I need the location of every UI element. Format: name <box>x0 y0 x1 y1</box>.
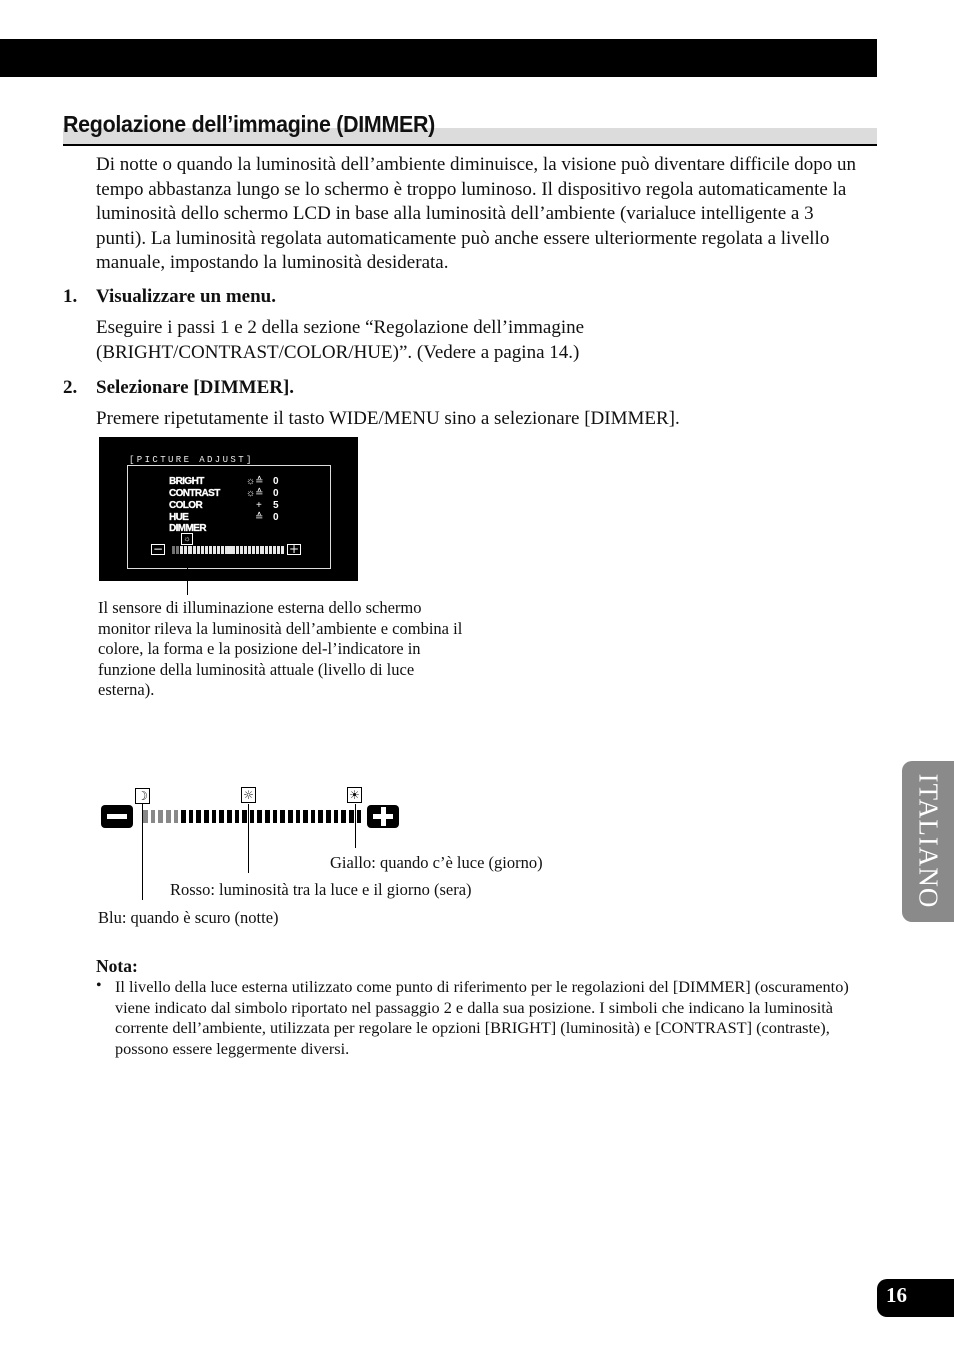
menu-item-dimmer: DIMMER <box>169 523 206 534</box>
note-text: Il livello della luce esterna utilizzato come punto di riferimento per le regolazioni del [DIMMER] (oscuramento) viene indicato dal simbolo riportato nel passaggio 2 e dalla sua posizione. I simboli che indicano la luminosità corrente dell’ambiente, utilizzata per regolare le opzioni [BRIGHT] (luminosità) e [CONTRAST] (contraste), possono essere leggermente diversi. <box>115 977 849 1058</box>
menu-value-color: + 5 <box>256 500 279 511</box>
sun-large-icon: ☀ <box>347 787 362 803</box>
note-title: Nota: <box>96 956 138 976</box>
page-number: 16 <box>886 1283 907 1307</box>
label-yellow: Giallo: quando c’è luce (giorno) <box>330 853 543 872</box>
menu-value-contrast: ☼≙ 0 <box>246 488 279 499</box>
step-2-heading <box>63 377 294 399</box>
label-blue: Blu: quando è scuro (notte) <box>98 908 279 927</box>
menu-value-hue: ≙ 0 <box>255 512 279 523</box>
moon-icon: ☽ <box>135 788 150 804</box>
plus-icon <box>367 805 399 828</box>
menu-item-hue: HUE <box>169 512 189 523</box>
section-title: Regolazione dell’immagine (DIMMER) <box>63 111 436 137</box>
red-pointer-line <box>248 804 249 873</box>
callout-line <box>187 545 188 595</box>
blue-pointer-line <box>142 804 143 900</box>
step-number: 1. <box>63 286 78 307</box>
minus-icon <box>101 805 133 828</box>
step-title: Selezionare [DIMMER]. <box>96 377 295 398</box>
sun-small-icon: ☼ <box>241 787 256 803</box>
language-label: ITALIANO <box>913 773 944 909</box>
menu-item-bright: BRIGHT <box>169 476 204 487</box>
sun-icon: ☼≙ <box>246 488 264 499</box>
dimmer-scale <box>143 810 361 823</box>
hue-icon: ≙ <box>255 512 264 523</box>
yellow-pointer-line <box>355 804 356 848</box>
menu-title: [PICTURE ADJUST] <box>129 455 254 465</box>
intro-paragraph: Di notte o quando la luminosità dell’ambiente diminuisce, la visione può diventare difficile dopo un tempo abbastanza lungo se lo schermo è troppo luminoso. Il dispositivo regola automaticamente la luminosità dello schermo LCD in base alla luminosità dell’ambiente (varialuce intelligente a 3 punti). La luminosità regolata automaticamente può anche essere ulteriormente regolata a livello manuale, impostando la luminosità desiderata. <box>96 154 857 273</box>
plus-icon: + <box>256 500 262 511</box>
menu-item-contrast: CONTRAST <box>169 488 220 499</box>
title-rule <box>63 144 877 146</box>
step-1-heading <box>63 286 276 308</box>
note-bullet: • <box>96 977 102 994</box>
menu-value-bright: ☼≙ 0 <box>246 476 279 487</box>
plus-icon: + <box>288 542 300 556</box>
step-2-body: Premere ripetutamente il tasto WIDE/MENU sino a selezionare [DIMMER]. <box>96 408 680 429</box>
sun-icon: ☼≙ <box>246 476 264 487</box>
step-title: Visualizzare un menu. <box>96 286 276 307</box>
dimmer-level-bar <box>172 546 284 554</box>
step-number: 2. <box>63 377 78 398</box>
label-red: Rosso: luminosità tra la luce e il giorno (sera) <box>170 880 472 899</box>
sensor-icon: ☼ <box>181 533 193 545</box>
sensor-callout: Il sensore di illuminazione esterna dello schermo monitor rileva la luminosità dell’ambiente e combina il colore, la forma e la posizione del-l’indicatore in funzione della luminosità attuale (livello di luce esterna). <box>98 598 463 700</box>
step-1-body: Eseguire i passi 1 e 2 della sezione “Regolazione dell’immagine (BRIGHT/CONTRAST/COLOR/HUE)”. (Vedere a pagina 14.) <box>96 317 585 363</box>
header-bar <box>0 39 877 77</box>
minus-icon: − <box>152 542 164 556</box>
menu-item-color: COLOR <box>169 500 203 511</box>
